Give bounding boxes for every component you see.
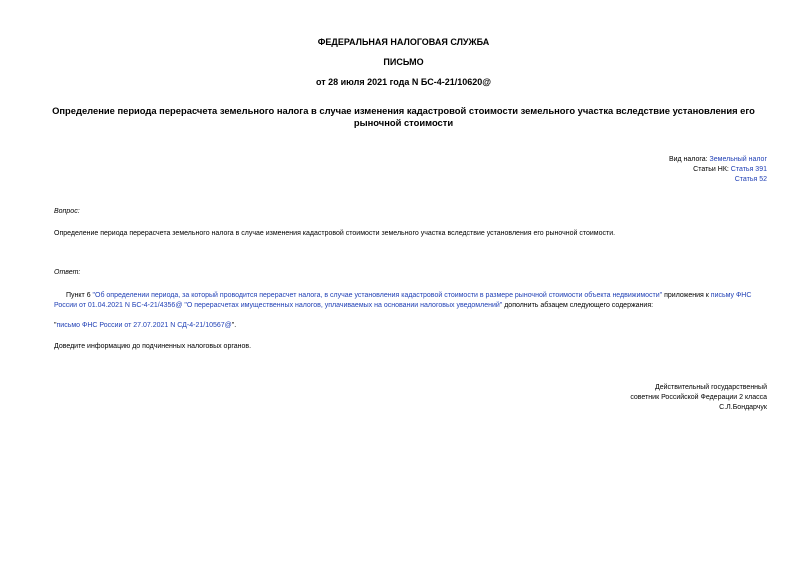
document-type: ПИСЬМО bbox=[383, 57, 424, 67]
signature-line-2: советник Российской Федерации 2 класса bbox=[630, 394, 767, 401]
issuing-agency: ФЕДЕРАЛЬНАЯ НАЛОГОВАЯ СЛУЖБА bbox=[317, 37, 490, 47]
answer-p2-close-quote: ". bbox=[231, 322, 237, 329]
document-date-number: от 28 июля 2021 года N БС-4-21/10620@ bbox=[315, 77, 492, 87]
tax-type-label: Вид налога: bbox=[668, 156, 710, 163]
answer-p2-open-quote: " bbox=[54, 322, 57, 329]
article-391-link[interactable]: Статья 391 bbox=[730, 166, 767, 173]
tax-type-row bbox=[669, 155, 767, 165]
answer-p1-mid: приложения к bbox=[662, 292, 711, 299]
answer-paragraph-3: Доведите информацию до подчиненных налоговых органов. bbox=[54, 343, 252, 350]
answer-label: Ответ: bbox=[54, 269, 81, 276]
answer-paragraph-1 bbox=[54, 291, 769, 311]
signature-name: С.Л.Бондарчук bbox=[719, 404, 767, 411]
signature-line-1: Действительный государственный bbox=[655, 384, 767, 391]
answer-p2-link-letter[interactable]: письмо ФНС России от 27.07.2021 N СД-4-21/10567@ bbox=[56, 322, 232, 329]
signature-block bbox=[630, 383, 767, 413]
tax-type-link[interactable]: Земельный налог bbox=[709, 156, 767, 163]
document-meta bbox=[669, 155, 767, 185]
answer-p1-link-section[interactable]: "Об определении периода, за который проводится перерасчет налога, в случае установления кадастровой стоимости в размере рыночной стоимости объекта недвижимости" bbox=[92, 292, 663, 299]
articles-row bbox=[669, 165, 767, 175]
document-title: Определение периода перерасчета земельного налога в случае изменения кадастровой стоимости земельного участка вследствие установления его рыночной стоимости bbox=[52, 105, 755, 128]
answer-p1-suffix: дополнить абзацем следующего содержания: bbox=[502, 302, 654, 309]
articles-row-2 bbox=[669, 175, 767, 185]
answer-p1-link-letter[interactable]: письму ФНС России от 01.04.2021 N БС-4-21/4356@ "О перерасчетах имущественных налогов, уплачиваемых на основании налоговых уведомлений" bbox=[54, 292, 752, 309]
answer-paragraph-2 bbox=[54, 321, 769, 331]
answer-p1-prefix: Пункт 6 bbox=[66, 292, 93, 299]
article-52-link[interactable]: Статья 52 bbox=[734, 176, 767, 183]
question-label: Вопрос: bbox=[54, 208, 80, 215]
question-text: Определение периода перерасчета земельного налога в случае изменения кадастровой стоимости земельного участка вследствие установления его рыночной стоимости. bbox=[54, 230, 616, 237]
articles-label: Статьи НК: bbox=[693, 166, 731, 173]
